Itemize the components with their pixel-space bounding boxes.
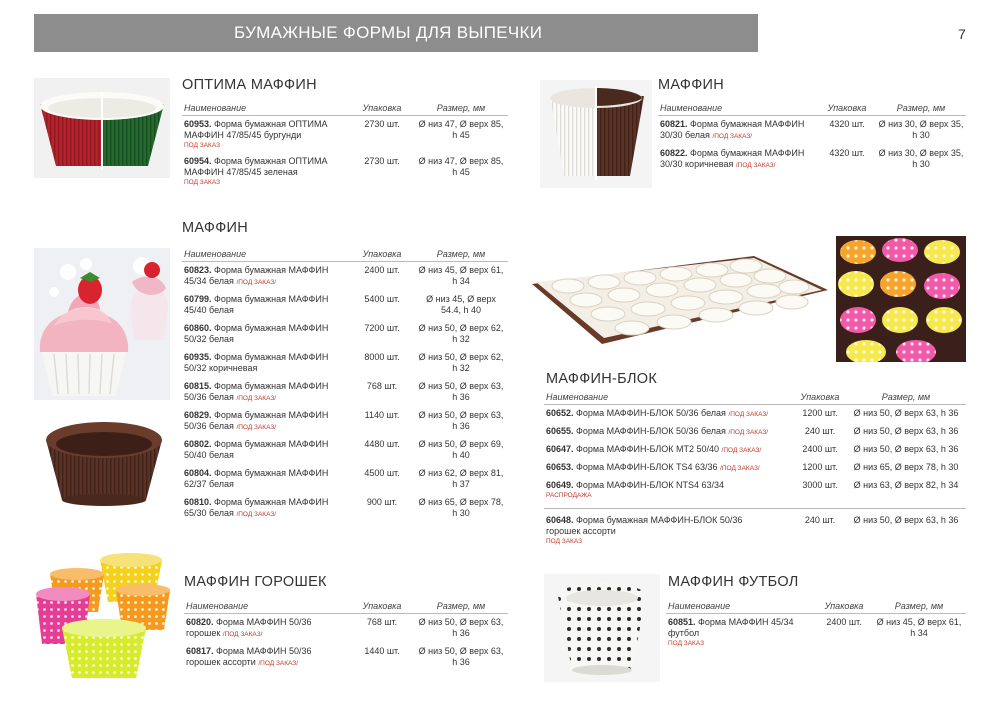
col-name-header: Наименование bbox=[182, 248, 350, 261]
optima-muffin-image bbox=[34, 78, 170, 178]
polka-block-image bbox=[836, 236, 966, 362]
goroshek-table bbox=[184, 600, 508, 672]
table-row: 60652. Форма МАФФИН-БЛОК 50/36 белая /ПОД ЗАКАЗ/ 1200 шт. Ø низ 50, Ø верх 63, h 36 bbox=[546, 407, 959, 418]
header-bar bbox=[34, 14, 758, 52]
section-title-maffin: МАФФИН bbox=[182, 220, 249, 236]
muffin-block-image bbox=[528, 252, 830, 346]
col-pack-header: Упаковка bbox=[350, 600, 414, 613]
maffin-table bbox=[182, 248, 508, 523]
table-row: 60821. Форма бумажная МАФФИН 30/30 белая /ПОД ЗАКАЗ/ 4320 шт. Ø низ 30, Ø верх 35, h 30 bbox=[660, 118, 964, 140]
futbol-table bbox=[666, 600, 966, 651]
col-name-header: Наименование bbox=[184, 600, 350, 613]
col-pack-header: Упаковка bbox=[818, 102, 876, 115]
col-name-header: Наименование bbox=[666, 600, 816, 613]
col-name-header: Наименование bbox=[544, 391, 794, 404]
section-title-maffin-blok: МАФФИН-БЛОК bbox=[546, 371, 658, 387]
table-row: 60829. Форма бумажная МАФФИН 50/36 белая /ПОД ЗАКАЗ/ 1140 шт. Ø низ 50, Ø верх 63, h 36 bbox=[184, 409, 504, 431]
section-title-goroshek: МАФФИН ГОРОШЕК bbox=[184, 574, 327, 590]
table-row: 60648. Форма бумажная МАФФИН-БЛОК 50/36 горошек ассорти ПОД ЗАКАЗ 240 шт. Ø низ 50, Ø верх 63, h 36 bbox=[544, 508, 966, 549]
section-title-futbol: МАФФИН ФУТБОЛ bbox=[668, 574, 799, 590]
maffin-small-image bbox=[540, 80, 652, 188]
col-name-header: Наименование bbox=[658, 102, 818, 115]
col-name-header: Наименование bbox=[182, 102, 350, 115]
col-pack-header: Упаковка bbox=[816, 600, 872, 613]
col-size-header: Размер, мм bbox=[414, 102, 508, 115]
table-row: 60649. Форма МАФФИН-БЛОК NTS4 63/34 РАСПРОДАЖА 3000 шт. Ø низ 63, Ø верх 82, h 34 bbox=[546, 479, 959, 499]
maffin-blok-table bbox=[544, 391, 966, 549]
cupcake-image bbox=[34, 248, 170, 400]
col-size-header: Размер, мм bbox=[414, 600, 508, 613]
col-size-header: Размер, мм bbox=[876, 102, 966, 115]
col-pack-header: Упаковка bbox=[350, 102, 414, 115]
table-row: 60935. Форма бумажная МАФФИН 50/32 коричневая 8000 шт. Ø низ 50, Ø верх 62, h 32 bbox=[184, 351, 504, 373]
table-row: 60823. Форма бумажная МАФФИН 45/34 белая /ПОД ЗАКАЗ/ 2400 шт. Ø низ 45, Ø верх 61, h 34 bbox=[184, 264, 504, 286]
polka-cups-image bbox=[34, 550, 170, 680]
section-title-optima: ОПТИМА МАФФИН bbox=[182, 77, 317, 93]
table-row: 60799. Форма бумажная МАФФИН 45/40 белая 5400 шт. Ø низ 45, Ø верх 54.4, h 40 bbox=[184, 293, 496, 315]
brown-cup-image bbox=[42, 416, 166, 508]
table-row: 60647. Форма МАФФИН-БЛОК МТ2 50/40 /ПОД ЗАКАЗ/ 2400 шт. Ø низ 50, Ø верх 63, h 36 bbox=[546, 443, 959, 454]
col-size-header: Размер, мм bbox=[872, 600, 966, 613]
col-size-header: Размер, мм bbox=[846, 391, 966, 404]
table-row: 60817. Форма МАФФИН 50/36 горошек ассорти /ПОД ЗАКАЗ/ 1440 шт. Ø низ 50, Ø верх 63, h 36 bbox=[186, 645, 504, 667]
football-cup-image bbox=[544, 574, 660, 682]
table-row: 60851. Форма МАФФИН 45/34 футбол ПОД ЗАКАЗ 2400 шт. Ø низ 45, Ø верх 61, h 34 bbox=[668, 616, 962, 647]
page-title: БУМАЖНЫЕ ФОРМЫ ДЛЯ ВЫПЕЧКИ bbox=[234, 23, 543, 42]
table-row: 60820. Форма МАФФИН 50/36 горошек /ПОД ЗАКАЗ/ 768 шт. Ø низ 50, Ø верх 63, h 36 bbox=[186, 616, 504, 638]
section-title-maffin-small: МАФФИН bbox=[658, 77, 725, 93]
table-row: 60802. Форма бумажная МАФФИН 50/40 белая 4480 шт. Ø низ 50, Ø верх 69, h 40 bbox=[184, 438, 504, 460]
table-row: 60815. Форма бумажная МАФФИН 50/36 белая /ПОД ЗАКАЗ/ 768 шт. Ø низ 50, Ø верх 63, h 36 bbox=[184, 380, 504, 402]
table-row: 60954. Форма бумажная ОПТИМА МАФФИН 47/85/45 зеленая ПОД ЗАКАЗ 2730 шт. Ø низ 47, Ø верх 85, h 45 bbox=[184, 155, 504, 186]
table-row: 60655. Форма МАФФИН-БЛОК 50/36 белая /ПОД ЗАКАЗ/ 240 шт. Ø низ 50, Ø верх 63, h 36 bbox=[546, 425, 959, 436]
table-row: 60804. Форма бумажная МАФФИН 62/37 белая 4500 шт. Ø низ 62, Ø верх 81, h 37 bbox=[184, 467, 504, 489]
col-pack-header: Упаковка bbox=[350, 248, 414, 261]
table-row: 60822. Форма бумажная МАФФИН 30/30 коричневая /ПОД ЗАКАЗ/ 4320 шт. Ø низ 30, Ø верх 35, h 30 bbox=[660, 147, 964, 169]
maffin-small-table bbox=[658, 102, 966, 174]
col-size-header: Размер, мм bbox=[414, 248, 508, 261]
page-number: 7 bbox=[958, 26, 966, 42]
table-row: 60810. Форма бумажная МАФФИН 65/30 белая /ПОД ЗАКАЗ/ 900 шт. Ø низ 65, Ø верх 78, h 30 bbox=[184, 496, 504, 518]
table-row: 60860. Форма бумажная МАФФИН 50/32 белая 7200 шт. Ø низ 50, Ø верх 62, h 32 bbox=[184, 322, 504, 344]
optima-table bbox=[182, 102, 508, 190]
col-pack-header: Упаковка bbox=[794, 391, 846, 404]
table-row: 60953. Форма бумажная ОПТИМА МАФФИН 47/85/45 бургунди ПОД ЗАКАЗ 2730 шт. Ø низ 47, Ø верх 85, h 45 bbox=[184, 118, 504, 149]
table-row: 60653. Форма МАФФИН-БЛОК TS4 63/36 /ПОД ЗАКАЗ/ 1200 шт. Ø низ 65, Ø верх 78, h 30 bbox=[546, 461, 959, 472]
